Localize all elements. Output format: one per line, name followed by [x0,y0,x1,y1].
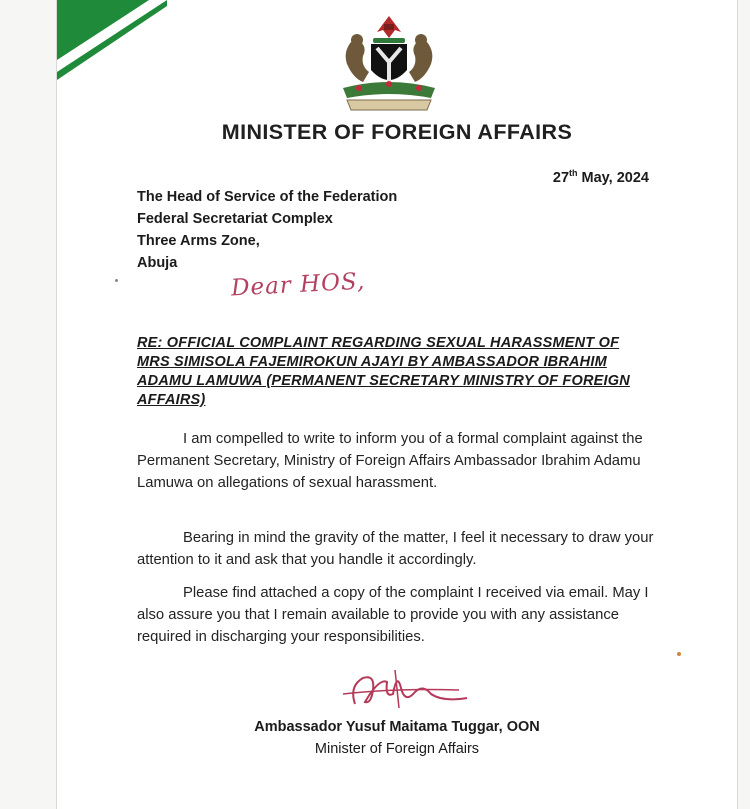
address-line: Abuja [137,255,178,271]
handwritten-salutation: Dear HOS, [230,268,366,302]
letter-date [553,168,649,186]
recipient-address [137,186,397,274]
scan-speck [677,652,681,656]
ministry-title: MINISTER OF FOREIGN AFFAIRS [221,120,573,144]
body-paragraph: Bearing in mind the gravity of the matter, I feel it necessary to draw your attention to it and ask that you handle it accordingly. [137,530,654,568]
signatory-title: Minister of Foreign Affairs [314,741,480,757]
letter-page [56,0,738,809]
green-corner-stripe-icon [57,0,167,90]
subject-line: RE: OFFICIAL COMPLAINT REGARDING SEXUAL HARASSMENT OF MRS SIMISOLA FAJEMIROKUN AJAYI BY AMBASSADOR IBRAHIM ADAMU LAMUWA (PERMANENT SECRETARY MINISTRY OF FOREIGN AFFAIRS) [137,335,630,408]
body-paragraph: I am compelled to write to inform you of a formal complaint against the Permanent Secretary, Ministry of Foreign Affairs Ambassador Ibrahim Adamu Lamuwa on allegations of sexual harassment. [137,431,643,491]
address-line: The Head of Service of the Federation [137,189,398,205]
date-month-year: May, 2024 [577,169,649,186]
coat-of-arms-icon [333,12,445,112]
address-line: Three Arms Zone, [137,233,260,249]
signatory-name: Ambassador Yusuf Maitama Tuggar, OON [254,719,540,735]
date-day: 27 [552,169,570,186]
signature-icon [335,664,475,716]
date-suffix: th [569,168,578,178]
address-line: Federal Secretariat Complex [137,211,333,227]
scan-speck [115,279,118,282]
body-paragraph: Please find attached a copy of the complaint I received via email. May I also assure you that I remain available to provide you with any assistance required in discharging your responsibilities. [137,585,649,645]
